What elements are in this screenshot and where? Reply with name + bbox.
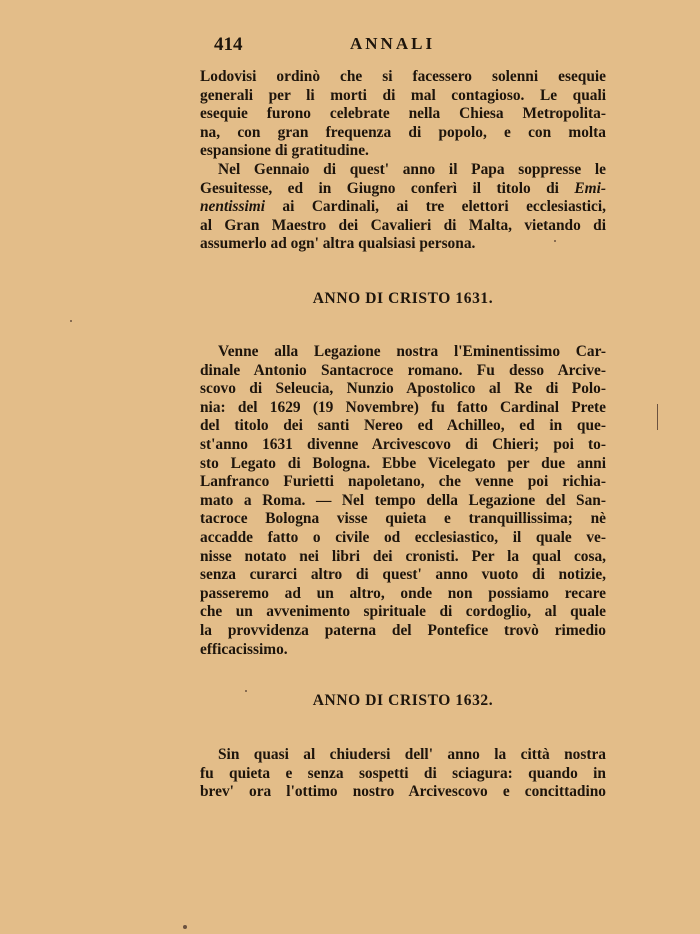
text-line: esequie furono celebrate nella Chiesa Metropolita- <box>200 105 606 123</box>
section-heading-1632: ANNO DI CRISTO 1632. <box>312 692 494 709</box>
text-line: accadde fatto o civile od ecclesiastico, il quale ve- <box>200 528 606 546</box>
text-line: sto Legato di Bologna. Ebbe Vicelegato per due anni <box>200 454 606 472</box>
paragraph-esequie <box>200 68 606 161</box>
text-line: generali per li morti di mal contagioso. Le quali <box>200 86 606 104</box>
text-line: nisse notato nei libri dei cronisti. Per la qual cosa, <box>200 547 606 565</box>
text-line: senza curarci altro di quest' anno vuoto di notizie, <box>200 566 606 584</box>
text-line: del titolo dei santi Nereo ed Achilleo, ed in que- <box>200 417 606 435</box>
page-number: 414 <box>214 34 243 55</box>
text-line: Sin quasi al chiudersi dell' anno la città nostra <box>218 746 606 763</box>
text-line: Venne alla Legazione nostra l'Eminentissimo Car- <box>218 343 606 360</box>
text-line: Nel Gennaio di quest' anno il Papa soppresse le <box>218 160 606 178</box>
paragraph-gesuitesse <box>200 161 606 254</box>
text-line: nia: del 1629 (19 Novembre) fu fatto Cardinal Prete <box>200 398 606 416</box>
paragraph-santacroce <box>200 343 606 659</box>
text-line: dinale Antonio Santacroce romano. Fu desso Arcive- <box>200 361 606 379</box>
running-title: ANNALI <box>350 34 436 53</box>
text-line: espansione di gratitudine. <box>200 142 369 160</box>
scan-speck <box>245 690 247 692</box>
text-line: tacroce Bologna visse quieta e tranquillissima; nè <box>200 510 606 528</box>
text-line: che un avvenimento spirituale di cordoglio, al quale <box>200 603 606 621</box>
italic-word: nentissimi <box>200 198 266 216</box>
text-line: st'anno 1631 divenne Arcivescovo di Chieri; poi to- <box>200 435 606 453</box>
scan-speck <box>183 925 187 929</box>
text-line: na, con gran frequenza di popolo, e con molta <box>200 123 606 141</box>
text-line: Lodovisi ordinò che si facessero solenni esequie <box>200 68 606 85</box>
paragraph-1632 <box>200 746 606 802</box>
italic-word: Emi- <box>574 179 606 197</box>
text-line: passeremo ad un altro, onde non possiamo recare <box>200 584 606 602</box>
text-line: al Gran Maestro dei Cavalieri di Malta, vietando di <box>200 216 606 234</box>
page-header <box>200 34 610 58</box>
text-line: brev' ora l'ottimo nostro Arcivescovo e concittadino <box>200 783 606 801</box>
text-line: Gesuitesse, ed in Giugno conferì il titolo di Emi- <box>200 179 606 197</box>
text-line: la provvidenza paterna del Pontefice trovò rimedio <box>200 621 606 639</box>
text-line: assumerlo ad ogn' altra qualsiasi persona. <box>200 235 476 253</box>
text-line: fu quieta e senza sospetti di sciagura: quando in <box>200 764 606 782</box>
scan-speck <box>70 320 72 322</box>
text-line: scovo di Seleucia, Nunzio Apostolico al Re di Polo- <box>200 380 606 398</box>
text-line: efficacissimo. <box>200 640 288 658</box>
text-line: nentissimi ai Cardinali, ai tre elettori ecclesiastici, <box>200 198 606 216</box>
text-line: mato a Roma. — Nel tempo della Legazione del San- <box>200 491 606 509</box>
section-heading-1631: ANNO DI CRISTO 1631. <box>312 290 494 307</box>
paragraph-block-1 <box>200 68 606 254</box>
text-line: Lanfranco Furietti napoletano, che venne poi richia- <box>200 473 606 491</box>
scan-scratch <box>657 404 658 430</box>
scan-speck <box>554 240 556 242</box>
